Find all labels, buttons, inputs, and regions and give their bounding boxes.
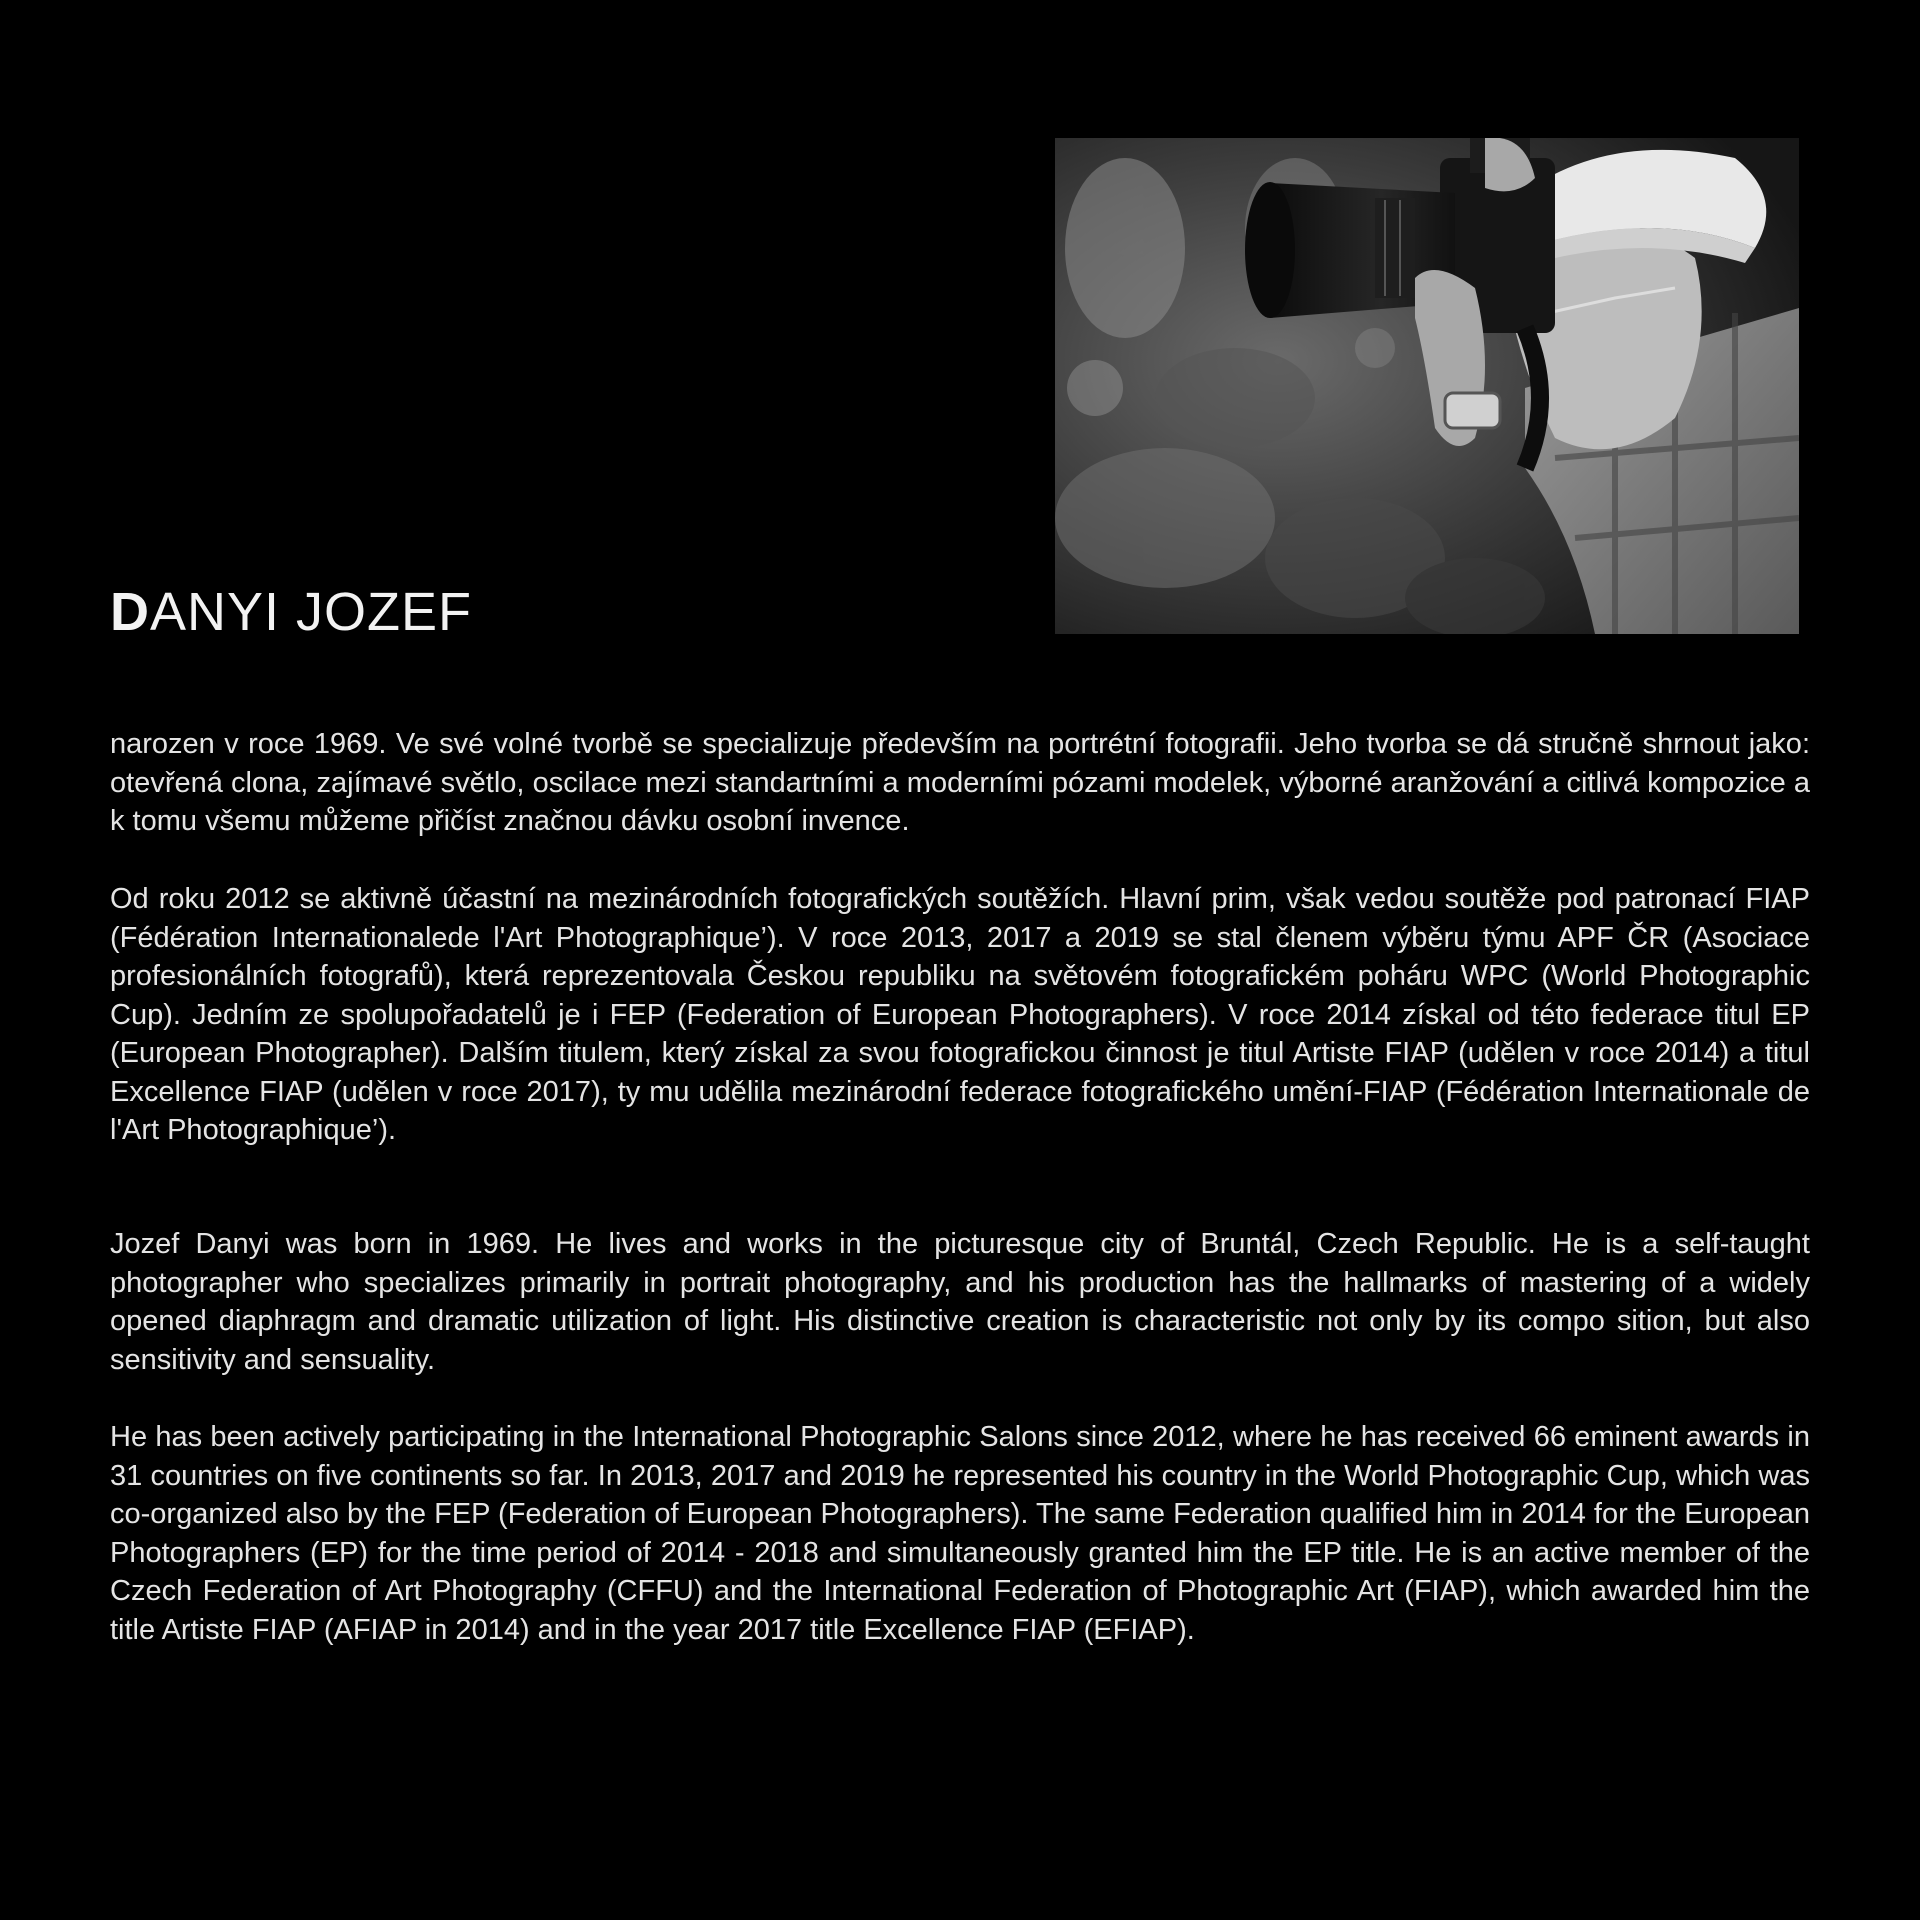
name-rest: ANYI JOZEF (150, 582, 473, 642)
bio-paragraph-cz-1: narozen v roce 1969. Ve své volné tvorbě se specializuje především na portrétní fotografii. Jeho tvorba se dá stručně shrnout jako: otevřená clona, zajímavé světlo, oscilace mezi standartními a moderními pózami modelek, výborné aranžování a citlivá kompozice a k tomu všemu můžeme přičíst značnou dávku osobní invence. (110, 728, 1810, 837)
photographer-name-heading (110, 582, 473, 642)
name-initial: D (110, 582, 150, 642)
bio-paragraph-en-1: Jozef Danyi was born in 1969. He lives and works in the picturesque city of Bruntál, Czech Republic. He is a self-taught photographer who specializes primarily in portrait photography, and his production has the hallmarks of mastering of a widely opened diaphragm and dramatic utilization of light. His distinctive creation is characteristic not only by its compo sition, but also sensitivity and sensuality. (110, 1228, 1810, 1376)
bio-paragraph-cz-2: Od roku 2012 se aktivně účastní na mezinárodních fotografických soutěžích. Hlavní prim, však vedou soutěže pod patronací FIAP (Fédération Internationalede l'Art Photographique’). V roce 2013, 2017 a 2019 se stal členem výběru týmu APF ČR (Asociace profesionálních fotografů), která reprezentovala Českou republiku na světovém fotografickém poháru WPC (World Photographic Cup). Jedním ze spolupořadatelů je i FEP (Federation of European Photographers). V roce 2014 získal od této federace titul EP (European Photographer). Dalším titulem, který získal za svou fotografickou činnost je titul Artiste FIAP (udělen v roce 2014) a titul Excellence FIAP (udělen v roce 2017), ty mu udělila mezinárodní federace fotografického umění-FIAP (Fédération Internationale de l'Art Photographique’). (110, 883, 1810, 1146)
photographer-with-camera-image (1055, 138, 1799, 634)
bio-paragraph-en-2: He has been actively participating in the International Photographic Salons since 2012, where he has received 66 eminent awards in 31 countries on five continents so far. In 2013, 2017 and 2019 he represented his country in the World Photographic Cup, which was co-organized also by the FEP (Federation of European Photographers). The same Federation qualified him in 2014 for the European Photographers (EP) for the time period of 2014 - 2018 and simultaneously granted him the EP title. He is an active member of the Czech Federation of Art Photography (CFFU) and the International Federation of Photographic Art (FIAP), which awarded him the title Artiste FIAP (AFIAP in 2014) and in the year 2017 title Excellence FIAP (EFIAP). (110, 1421, 1810, 1646)
photographer-portrait-photo (1055, 138, 1799, 634)
